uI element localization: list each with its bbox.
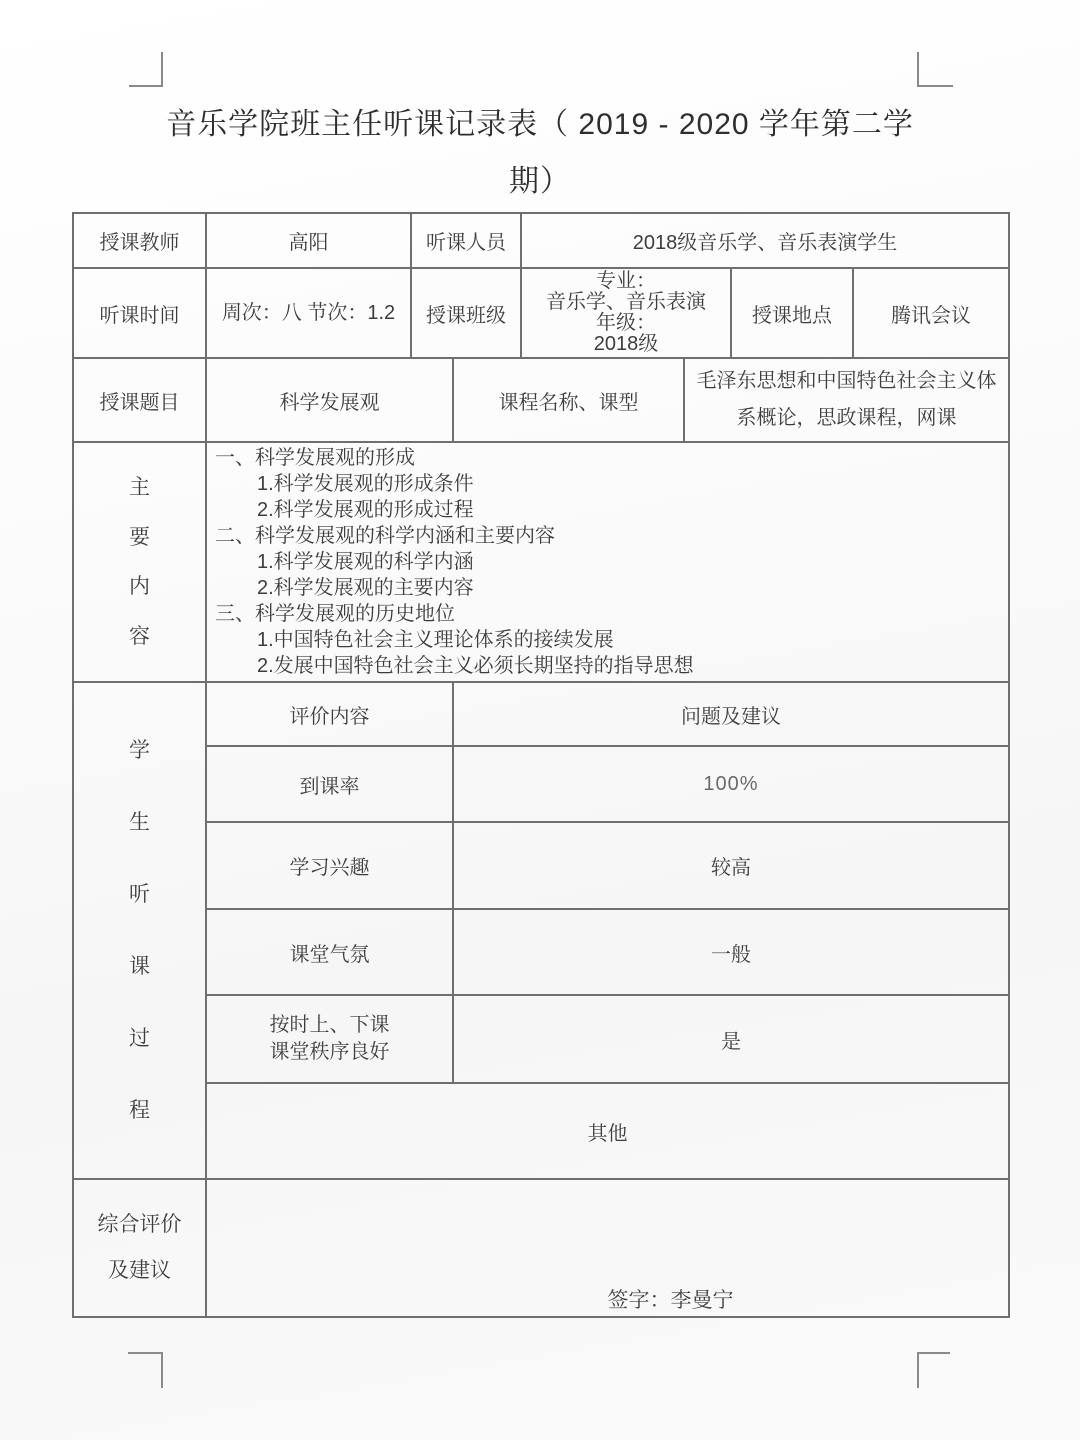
table-row	[73, 682, 1009, 746]
page-title-line2: 期）	[509, 165, 571, 198]
content-item: 三、科学发展观的历史地位	[215, 603, 455, 625]
content-item: 2.科学发展观的主要内容	[257, 577, 474, 599]
main-content-label-vertical: 主 要 内 容	[129, 475, 150, 649]
table-row	[73, 746, 1009, 822]
attendee-label: 听课人员	[411, 213, 521, 268]
criteria-header: 评价内容	[206, 682, 453, 746]
time-label: 听课时间	[73, 268, 206, 358]
criteria-interest: 学习兴趣	[206, 822, 453, 909]
table-row	[73, 213, 1009, 268]
value-atmosphere: 一般	[453, 909, 1009, 995]
table-row	[73, 358, 1009, 442]
issues-header: 问题及建议	[453, 682, 1009, 746]
table-row	[73, 909, 1009, 995]
teacher-label: 授课教师	[73, 213, 206, 268]
table-row	[73, 1179, 1009, 1317]
content-item: 1.科学发展观的科学内涵	[257, 551, 474, 573]
course-value: 毛泽东思想和中国特色社会主义体系概论，思政课程，网课	[684, 358, 1009, 442]
table-row	[73, 822, 1009, 909]
content-item: 一、科学发展观的形成	[215, 447, 415, 469]
criteria-attendance: 到课率	[206, 746, 453, 822]
main-content-label	[73, 442, 206, 682]
topic-label: 授课题目	[73, 358, 206, 442]
page-title-line1: 音乐学院班主任听课记录表（ 2019 - 2020 学年第二学	[166, 108, 914, 141]
attendee-value: 2018级音乐学、音乐表演学生	[521, 213, 1009, 268]
location-label: 授课地点	[731, 268, 853, 358]
value-interest: 较高	[453, 822, 1009, 909]
class-value-line: 年级：	[596, 312, 656, 334]
table-row	[73, 995, 1009, 1083]
table-row	[73, 442, 1009, 682]
crop-mark-bottom-left	[128, 1352, 163, 1388]
content-item: 1.中国特色社会主义理论体系的接续发展	[257, 629, 614, 651]
other-label: 其他	[206, 1083, 1009, 1179]
class-value-line: 音乐学、音乐表演	[546, 291, 706, 313]
course-label: 课程名称、课型	[453, 358, 684, 442]
crop-mark-top-left	[129, 52, 163, 87]
class-value-line: 专业：	[596, 270, 656, 292]
class-label: 授课班级	[411, 268, 521, 358]
topic-value: 科学发展观	[206, 358, 453, 442]
class-value	[521, 268, 731, 358]
crop-mark-top-right	[917, 52, 953, 87]
teacher-value: 高阳	[206, 213, 411, 268]
main-content-body	[206, 442, 1009, 682]
criteria-punctuality: 按时上、下课 课堂秩序良好	[206, 995, 453, 1083]
location-value: 腾讯会议	[853, 268, 1009, 358]
summary-body	[206, 1179, 1009, 1317]
evaluation-section-label	[73, 682, 206, 1179]
class-value-line: 2018级	[593, 333, 659, 355]
criteria-atmosphere: 课堂气氛	[206, 909, 453, 995]
evaluation-label-vertical: 学 生 听 课 过 程	[129, 739, 150, 1122]
summary-label: 综合评价 及建议	[73, 1179, 206, 1317]
observation-record-table	[72, 212, 1010, 1318]
value-punctuality: 是	[453, 995, 1009, 1083]
table-row	[73, 268, 1009, 358]
page-title	[0, 96, 1080, 210]
crop-mark-bottom-right	[917, 1352, 950, 1388]
content-item: 1.科学发展观的形成条件	[257, 473, 474, 495]
content-item: 二、科学发展观的科学内涵和主要内容	[215, 525, 555, 547]
signature-text: 签字：李曼宁	[607, 1289, 734, 1312]
value-attendance: 100%	[453, 746, 1009, 822]
content-item: 2.科学发展观的形成过程	[257, 499, 474, 521]
content-item: 2.发展中国特色社会主义必须长期坚持的指导思想	[257, 655, 694, 677]
table-row	[73, 1083, 1009, 1179]
time-value: 周次：八 节次：1.2	[206, 268, 411, 358]
